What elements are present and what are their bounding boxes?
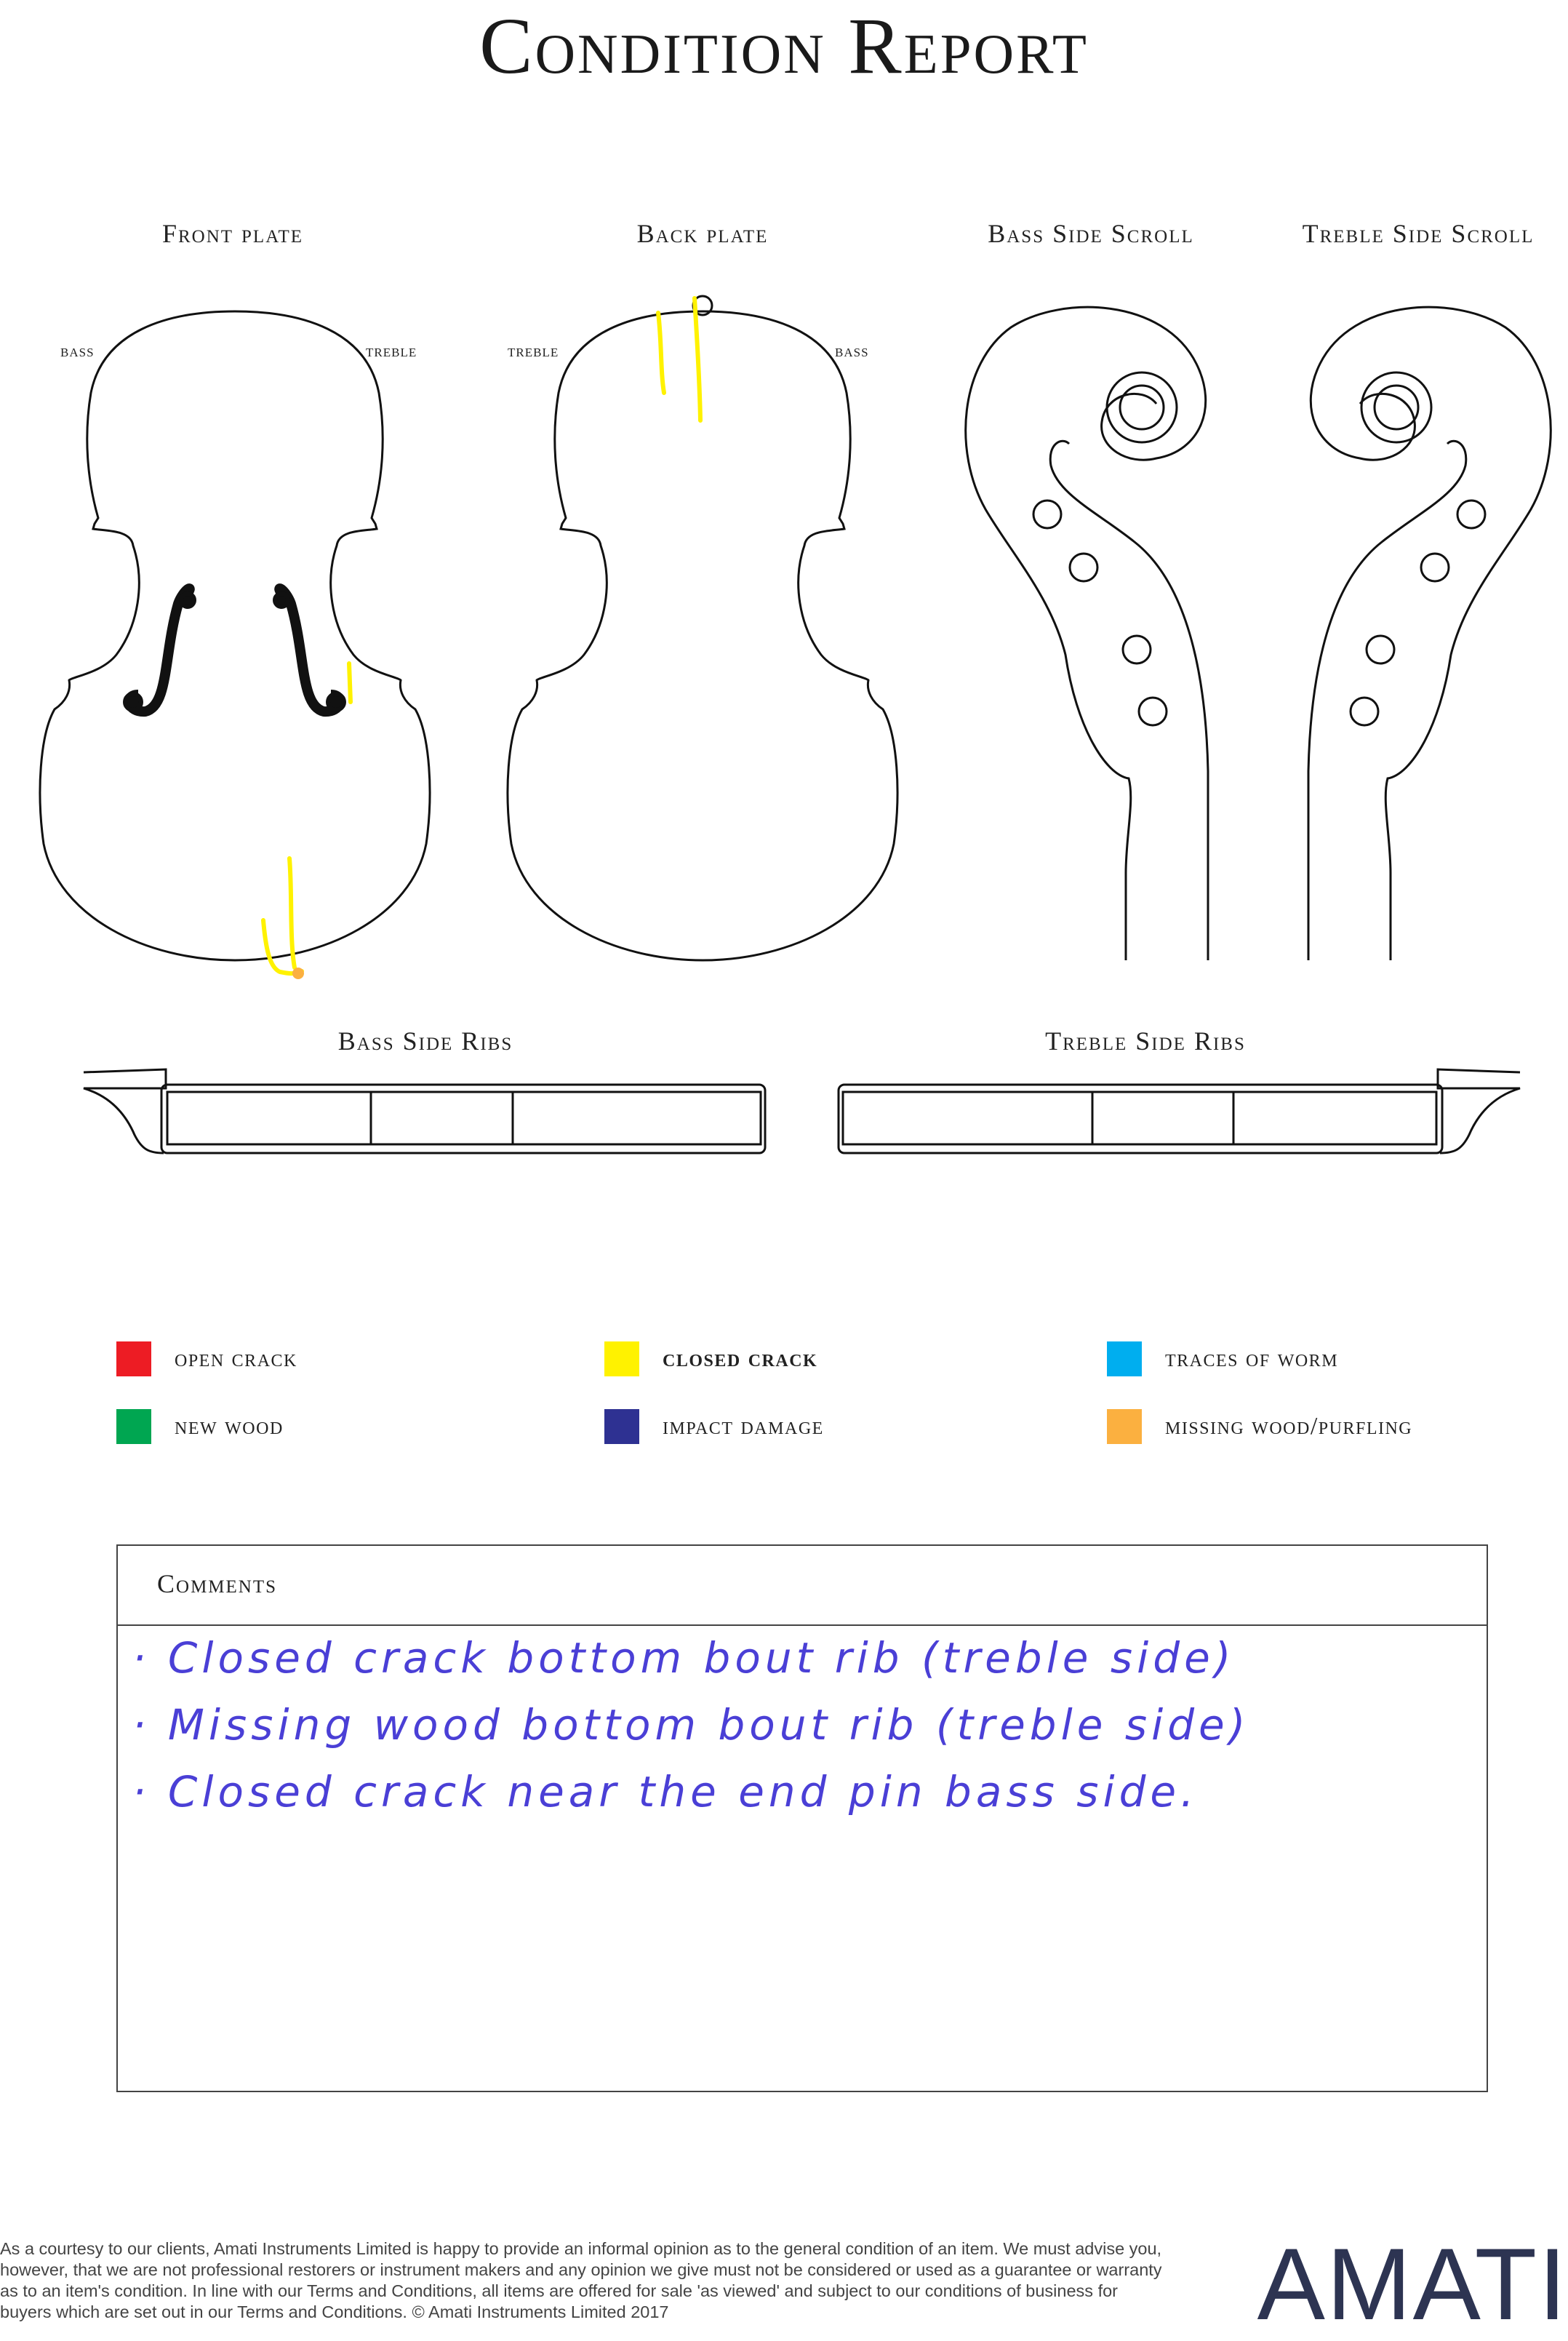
damage-markings <box>263 298 700 973</box>
treble-scroll-label: Treble Side Scroll <box>1302 219 1535 248</box>
legend-label: traces of worm <box>1165 1345 1339 1372</box>
legend-open-crack <box>116 1341 297 1376</box>
legend-label: new wood <box>175 1413 284 1440</box>
front-treble-label: treble <box>366 342 417 361</box>
swatch-missing-wood <box>1107 1409 1142 1444</box>
back-treble-label: treble <box>508 342 559 361</box>
bass-ribs-strip <box>161 1085 765 1153</box>
front-plate-label: Front plate <box>161 219 304 248</box>
comments-header: Comments <box>118 1546 1487 1626</box>
comment-line: · Missing wood bottom bout rib (treble side) <box>132 1700 1250 1750</box>
bass-scroll-label: Bass Side Scroll <box>988 219 1194 248</box>
swatch-open-crack <box>116 1341 151 1376</box>
treble-ribs-head <box>1438 1069 1520 1153</box>
treble-ribs-label: Treble Side Ribs <box>1045 1026 1246 1056</box>
legend-label: open crack <box>175 1345 297 1372</box>
swatch-traces-of-worm <box>1107 1341 1142 1376</box>
treble-ribs-strip <box>839 1085 1442 1153</box>
legend-traces-of-worm <box>1107 1341 1338 1376</box>
legend-label: closed crack <box>663 1345 818 1372</box>
comments-box[interactable] <box>116 1544 1488 2092</box>
front-plate-outline <box>40 311 430 960</box>
back-plate-outline <box>508 311 897 960</box>
legend-new-wood <box>116 1409 284 1444</box>
back-plate-label: Back plate <box>636 219 769 248</box>
legend-label: missing wood/purfling <box>1165 1413 1413 1440</box>
legend-missing-wood <box>1107 1409 1412 1444</box>
comment-line: · Closed crack bottom bout rib (treble side) <box>132 1633 1236 1683</box>
legend-label: impact damage <box>663 1413 824 1440</box>
back-bass-label: bass <box>835 342 869 361</box>
disclaimer-text: As a courtesy to our clients, Amati Instruments Limited is happy to provide an informal opinion as to the general condition of an item. We must advise you, however, that we are not professional restorers or instrument makers and any opinion we give must not be considered or used as a guarantee or warranty as to an item's condition. In line with our Terms and Conditions, all items are offered for sale 'as viewed' and subject to our conditions of business for buyers which are set out in our Terms and Conditions. © Amati Instruments Limited 2017 <box>0 2239 1162 2321</box>
treble-scroll-neck <box>1308 441 1466 960</box>
swatch-new-wood <box>116 1409 151 1444</box>
amati-logo: AMATI <box>1257 2227 1568 2341</box>
bass-scroll-outline <box>966 307 1206 960</box>
bass-ribs-label: Bass Side Ribs <box>337 1026 513 1056</box>
bass-scroll-neck <box>1050 441 1208 960</box>
legend-impact-damage <box>604 1409 824 1444</box>
comment-line: · Closed crack near the end pin bass side. <box>132 1767 1199 1816</box>
missing-wood-mark <box>292 968 304 979</box>
swatch-closed-crack <box>604 1341 639 1376</box>
f-holes <box>125 589 344 711</box>
page-title: Condition Report <box>479 1 1089 90</box>
front-bass-label: bass <box>60 342 95 361</box>
bass-ribs-head <box>84 1069 166 1153</box>
legend-closed-crack <box>604 1341 817 1376</box>
swatch-impact-damage <box>604 1409 639 1444</box>
